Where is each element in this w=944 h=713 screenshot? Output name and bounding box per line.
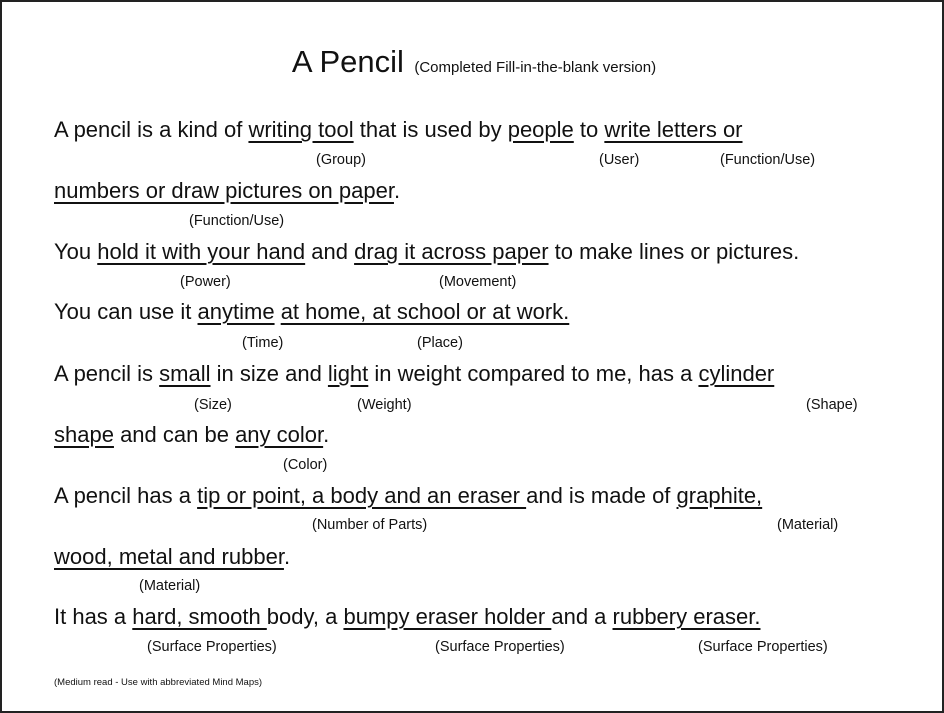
text-segment: and a (551, 604, 613, 629)
text-segment: that is used by (353, 117, 508, 142)
text-segment: to make lines or pictures. (548, 239, 800, 264)
answer-weight: light (327, 361, 369, 386)
sentence-line-3 (54, 239, 799, 265)
answer-user: people (507, 117, 574, 142)
text-segment: A pencil is (54, 361, 160, 386)
text-segment: You (54, 239, 98, 264)
answer-color: any color (235, 422, 324, 447)
answer-surface-eraser: rubbery eraser. (612, 604, 761, 629)
answer-function-use-cont: numbers or draw pictures on paper (54, 178, 394, 203)
answer-movement: drag it across paper (354, 239, 549, 264)
label-power: (Power) (180, 274, 231, 290)
label-function-use-2: (Function/Use) (189, 213, 285, 229)
text-segment: A pencil is a kind of (54, 117, 249, 142)
page-subtitle: (Completed Fill-in-the-blank version) (414, 59, 657, 76)
label-surface-properties-3: (Surface Properties) (698, 639, 828, 655)
label-material: (Material) (777, 517, 839, 533)
answer-shape-cont: shape (54, 422, 114, 447)
sentence-line-2 (54, 178, 400, 204)
text-segment: in weight compared to me, has a (368, 361, 699, 386)
label-surface-properties-1: (Surface Properties) (147, 639, 277, 655)
answer-time: anytime (197, 299, 275, 324)
answer-shape: cylinder (698, 361, 775, 386)
answer-surface-body: hard, smooth (132, 604, 267, 629)
answer-function-use: write letters or (604, 117, 743, 142)
page-title: A Pencil (291, 44, 404, 79)
label-weight: (Weight) (357, 397, 412, 413)
text-segment: and is made of (526, 483, 677, 508)
answer-material: graphite, (676, 483, 763, 508)
answer-surface-holder: bumpy eraser holder (343, 604, 552, 629)
text-segment: to (573, 117, 605, 142)
text-segment: It has a (54, 604, 133, 629)
label-group: (Group) (316, 152, 366, 168)
answer-group: writing tool (248, 117, 354, 142)
label-surface-properties-2: (Surface Properties) (435, 639, 565, 655)
label-function-use: (Function/Use) (720, 152, 816, 168)
footer-note: (Medium read - Use with abbreviated Mind Maps) (54, 677, 263, 688)
label-movement: (Movement) (439, 274, 517, 290)
sentence-line-8 (54, 544, 290, 570)
sentence-line-7 (54, 483, 762, 509)
sentence-line-9 (54, 604, 760, 630)
text-segment: and (305, 239, 355, 264)
label-place: (Place) (417, 335, 463, 351)
label-shape: (Shape) (806, 397, 858, 413)
sentence-line-1 (54, 117, 743, 143)
label-time: (Time) (242, 335, 284, 351)
text-segment: . (393, 178, 401, 203)
text-segment: body, a (266, 604, 344, 629)
label-color: (Color) (283, 457, 328, 473)
text-segment: . (323, 422, 330, 447)
text-segment: . (283, 544, 291, 569)
answer-power: hold it with your hand (97, 239, 306, 264)
text-segment: in size and (210, 361, 328, 386)
sentence-line-4 (54, 299, 569, 325)
answer-place: at home, at school or at work. (280, 299, 570, 324)
text-segment: A pencil has a (54, 483, 198, 508)
title-row (2, 44, 944, 80)
answer-number-of-parts: tip or point, a body and an eraser (197, 483, 527, 508)
text-segment: and can be (113, 422, 236, 447)
text-segment: You can use it (54, 299, 198, 324)
sentence-line-5 (54, 361, 774, 387)
answer-material-cont: wood, metal and rubber (54, 544, 284, 569)
answer-size: small (159, 361, 211, 386)
label-user: (User) (599, 152, 640, 168)
label-size: (Size) (194, 397, 232, 413)
sentence-line-6 (54, 422, 329, 448)
label-number-of-parts: (Number of Parts) (312, 517, 428, 533)
label-material-2: (Material) (139, 578, 201, 594)
